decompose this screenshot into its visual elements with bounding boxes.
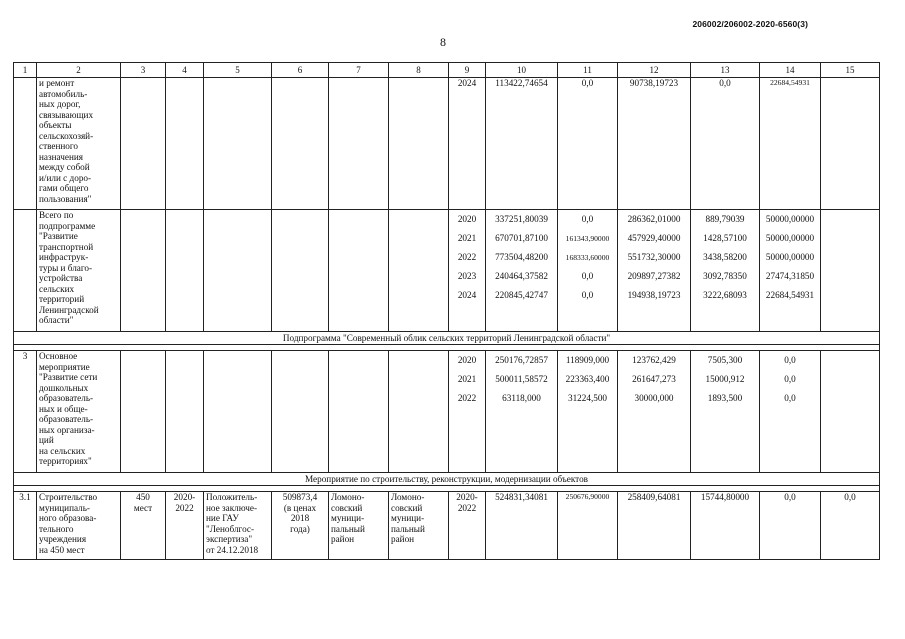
year-cell: 2024 [457,290,477,300]
value-cell: 670701,87100 [495,233,548,243]
value-cell: 113422,74654 [486,78,558,210]
table-row [14,210,880,332]
cost-cell: 509873,4 (в ценах 2018 года) [272,492,329,560]
value-cell: 15744,80000 [691,492,760,560]
value-cell: 27474,31850 [765,271,815,281]
value-column [558,351,618,473]
capacity-cell: 450 мест [121,492,166,560]
cell [204,351,272,473]
district-cell: Ломоно- совский муници- пальный район [329,492,389,560]
year-cell: 2020- 2022 [449,492,486,560]
cell [329,78,389,210]
value-cell: 0,0 [760,492,821,560]
column-header: 12 [618,63,691,78]
column-header: 14 [760,63,821,78]
column-header: 13 [691,63,760,78]
cell [166,210,204,332]
cell [272,210,329,332]
row-number: 3.1 [14,492,37,560]
measure-name: Основное мероприятие "Развитие сети дошкольных образователь- ных и обще- образователь- ных организа- ций на сельских территориях" [37,351,121,473]
value-column [558,210,618,332]
value-cell: 0,0 [558,78,618,210]
year-cell: 2024 [449,78,486,210]
value-cell: 118909,000 [565,355,610,365]
value-cell: 30000,000 [634,393,674,403]
cell [14,210,37,332]
cell [329,351,389,473]
table-row [14,492,880,560]
measure-section-title: Мероприятие по строительству, реконструкции, модернизации объектов [14,473,880,486]
year-column [449,210,486,332]
value-cell: 168333,60000 [565,253,610,262]
value-cell: 31224,500 [567,393,608,403]
value-cell: 3438,58200 [703,252,747,262]
value-cell: 209897,27382 [627,271,681,281]
value-cell: 22684,54931 [760,78,821,210]
section-row [14,332,880,345]
value-cell: 3222,68093 [703,290,747,300]
value-cell: 457929,40000 [627,233,681,243]
value-cell: 0,0 [581,214,594,224]
column-header: 10 [486,63,558,78]
value-cell: 250676,90000 [558,492,618,560]
cell [166,351,204,473]
column-header: 5 [204,63,272,78]
year-cell: 2021 [457,233,477,243]
value-cell: 161343,90000 [565,234,610,243]
value-cell: 50000,00000 [765,252,815,262]
row-number: 3 [14,351,37,473]
expertise-cell: Положитель- ное заключе- ние ГАУ "Леноблгос- экспертиза" от 24.12.2018 [204,492,272,560]
year-column [449,351,486,473]
budget-table [13,62,880,560]
value-cell: 223363,400 [565,374,610,384]
value-cell: 0,0 [581,290,594,300]
value-cell: 0,0 [691,78,760,210]
period-cell: 2020- 2022 [166,492,204,560]
column-header: 11 [558,63,618,78]
value-cell: 524831,34081 [486,492,558,560]
value-cell: 0,0 [784,355,796,365]
value-column [691,210,760,332]
value-column [760,351,821,473]
value-cell: 63118,000 [502,393,541,403]
value-cell: 258409,64081 [618,492,691,560]
value-column [618,210,691,332]
value-cell: 220845,42747 [495,290,548,300]
district-cell: Ломоно- совский муници- пальный район [389,492,449,560]
value-cell: 240464,37582 [495,271,548,281]
value-cell: 286362,01000 [627,214,681,224]
year-cell: 2023 [457,271,477,281]
value-cell: 337251,80039 [495,214,548,224]
value-column [486,210,558,332]
cell [166,78,204,210]
column-header: 2 [37,63,121,78]
value-cell: 50000,00000 [765,233,815,243]
column-header: 1 [14,63,37,78]
column-header: 4 [166,63,204,78]
value-cell: 250176,72857 [495,355,548,365]
column-header: 3 [121,63,166,78]
value-cell: 773504,48200 [495,252,548,262]
value-cell: 889,79039 [705,214,745,224]
measure-name: Строительство муниципаль- ного образова- тельного учреждения на 450 мест [37,492,121,560]
page-number: 8 [440,35,446,49]
cell [272,78,329,210]
cell [121,210,166,332]
value-cell: 500011,58572 [495,374,548,384]
value-cell: 0,0 [821,492,880,560]
value-cell: 551732,30000 [627,252,681,262]
column-header: 7 [329,63,389,78]
year-cell: 2020 [457,214,477,224]
cell [821,210,880,332]
document-id: 206002/206002-2020-6560(3) [692,19,808,29]
cell [121,78,166,210]
year-cell: 2022 [457,252,477,262]
cell [272,351,329,473]
value-cell: 261647,273 [632,374,676,384]
subprogram-title: Подпрограмма "Современный облик сельских территорий Ленинградской области" [14,332,880,345]
value-cell: 1893,500 [707,393,743,403]
cell [204,78,272,210]
column-header: 8 [389,63,449,78]
table-row [14,351,880,473]
year-cell: 2022 [457,393,477,403]
year-cell: 2021 [457,374,477,384]
cell [14,78,37,210]
section-row [14,473,880,486]
value-cell: 15000,912 [705,374,745,384]
year-cell: 2020 [457,355,477,365]
value-cell: 22684,54931 [765,290,815,300]
cell [821,78,880,210]
value-column [760,210,821,332]
value-column [691,351,760,473]
table-row [14,78,880,210]
value-cell: 0,0 [784,374,796,384]
value-column [486,351,558,473]
value-cell: 50000,00000 [765,214,815,224]
cell [389,210,449,332]
column-number-row [14,63,880,78]
value-cell: 0,0 [581,271,594,281]
value-cell: 194938,19723 [627,290,681,300]
value-column [618,351,691,473]
measure-name: и ремонт автомобиль- ных дорог, связывающих объекты сельскохозяй- ственного назначения между собой и/или с доро- гами общего пользования" [37,78,121,210]
measure-name: Всего по подпрограмме "Развитие транспортной инфраструк- туры и благо- устройства сельских территорий Ленинградской области" [37,210,121,332]
value-cell: 3092,78350 [703,271,747,281]
column-header: 9 [449,63,486,78]
cell [389,78,449,210]
value-cell: 123762,429 [632,355,676,365]
value-cell: 90738,19723 [618,78,691,210]
cell [204,210,272,332]
value-cell: 7505,300 [707,355,743,365]
cell [329,210,389,332]
cell [389,351,449,473]
value-cell: 0,0 [784,393,796,403]
cell [121,351,166,473]
column-header: 6 [272,63,329,78]
value-cell: 1428,57100 [703,233,747,243]
cell [821,351,880,473]
column-header: 15 [821,63,880,78]
